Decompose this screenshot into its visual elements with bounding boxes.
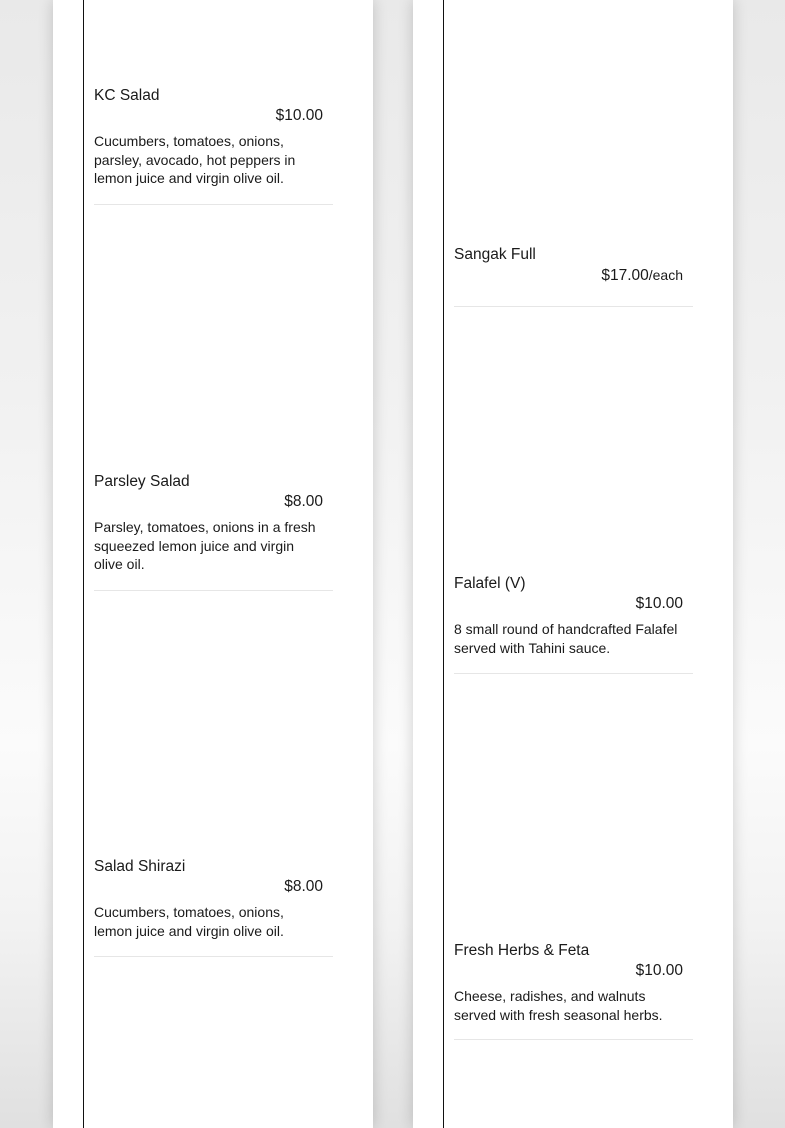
menu-column-left [53,0,373,1128]
menu-item-name: Salad Shirazi [94,858,186,875]
menu-item-price: $8.00 [284,493,323,510]
menu-item-description: Cucumbers, tomatoes, onions, parsley, avocado, hot peppers in lemon juice and virgin olive oil. [94,133,296,186]
menu-item-fresh-herbs-feta[interactable] [454,941,693,1040]
menu-item-description: Cucumbers, tomatoes, onions, lemon juice and virgin olive oil. [94,904,284,939]
menu-item-sangak-full[interactable] [454,245,693,307]
column-divider-line [83,0,84,1128]
menu-item-name: Falafel (V) [454,575,526,592]
menu-item-price-amount: $17.00 [601,267,649,284]
menu-item-description: Parsley, tomatoes, onions in a fresh squeezed lemon juice and virgin olive oil. [94,519,316,572]
menu-item-name: Fresh Herbs & Feta [454,942,590,959]
menu-item-price [454,265,693,286]
menu-item-salad-shirazi[interactable] [94,857,333,957]
menu-item-parsley-salad[interactable] [94,472,333,591]
menu-item-name: Parsley Salad [94,473,190,490]
menu-column-right [413,0,733,1128]
menu-item-description: Cheese, radishes, and walnuts served with fresh seasonal herbs. [454,988,663,1023]
menu-item-price: $10.00 [275,107,323,124]
menu-item-description: 8 small round of handcrafted Falafel served with Tahini sauce. [454,621,678,656]
menu-item-kc-salad[interactable] [94,86,333,205]
menu-item-name: KC Salad [94,87,160,104]
menu-item-price: $8.00 [284,878,323,895]
menu-item-price-unit: /each [648,267,683,283]
menu-item-name: Sangak Full [454,246,536,263]
menu-item-falafel[interactable] [454,574,693,674]
menu-item-price: $10.00 [635,595,683,612]
column-divider-line [443,0,444,1128]
menu-item-price: $10.00 [635,962,683,979]
